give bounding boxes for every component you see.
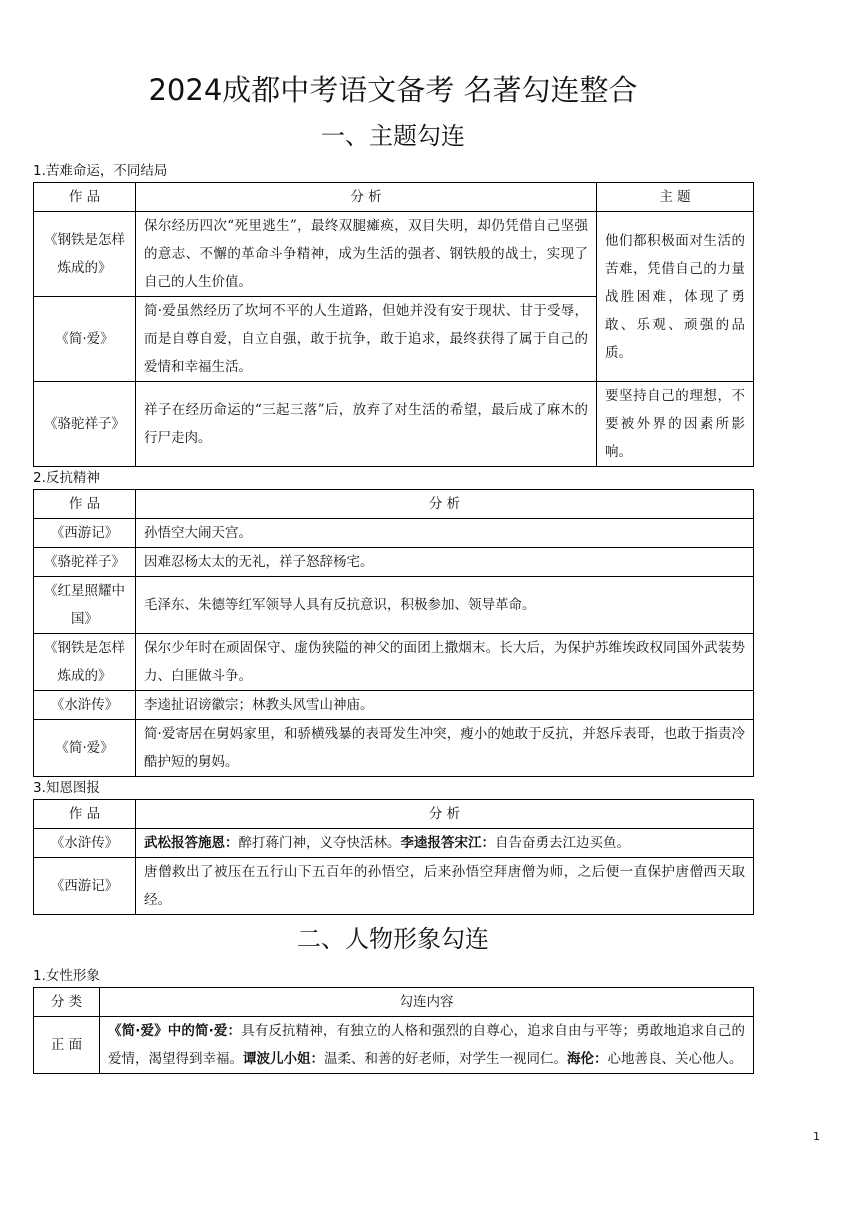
work-cell: 《简·爱》 <box>34 720 136 777</box>
subsection-label: 3.知恩图报 <box>33 780 100 796</box>
table-header-row <box>34 988 754 1017</box>
table-row <box>34 548 754 577</box>
table-row <box>34 1017 754 1074</box>
table-header-row <box>34 490 754 519</box>
work-cell: 《西游记》 <box>34 858 136 915</box>
highlight-text: 武松报答施恩： <box>144 835 239 851</box>
theme-table-3 <box>33 799 754 915</box>
highlight-text: 海伦： <box>567 1051 608 1067</box>
work-cell: 《骆驼祥子》 <box>34 548 136 577</box>
analysis-cell: 李逵扯诏谤徽宗；林教头风雪山神庙。 <box>136 691 754 720</box>
content-text: 温柔、和善的好老师，对学生一视同仁。 <box>324 1051 567 1067</box>
analysis-cell: 保尔经历四次“死里逃生”，最终双腿瘫痪，双目失明，却仍凭借自己坚强的意志、不懈的革命斗争精神，成为生活的强者、钢铁般的战士，实现了自己的人生价值。 <box>136 212 597 297</box>
analysis-cell: 孙悟空大闹天宫。 <box>136 519 754 548</box>
highlight-text: 《简·爱》中的简·爱： <box>108 1023 242 1039</box>
table-header-row <box>34 183 754 212</box>
table-row <box>34 577 754 634</box>
subsection-label: 1.女性形象 <box>33 968 100 984</box>
header-work: 作 品 <box>34 800 136 829</box>
work-cell: 《钢铁是怎样炼成的》 <box>34 212 136 297</box>
table-row <box>34 634 754 691</box>
header-analysis: 分 析 <box>136 183 597 212</box>
work-cell: 《骆驼祥子》 <box>34 382 136 467</box>
header-analysis: 分 析 <box>136 800 754 829</box>
character-table <box>33 987 754 1074</box>
analysis-text: 自告奋勇去江边买鱼。 <box>495 835 630 851</box>
theme-cell: 要坚持自己的理想，不要被外界的因素所影响。 <box>597 382 754 467</box>
table-row <box>34 382 754 467</box>
work-cell: 《简·爱》 <box>34 297 136 382</box>
header-work: 作 品 <box>34 490 136 519</box>
table-row <box>34 691 754 720</box>
analysis-cell: 唐僧救出了被压在五行山下五百年的孙悟空，后来孙悟空拜唐僧为师，之后便一直保护唐僧西天取经。 <box>136 858 754 915</box>
page-number: 1 <box>813 1130 820 1143</box>
work-cell: 《水浒传》 <box>34 829 136 858</box>
analysis-cell: 简·爱虽然经历了坎坷不平的人生道路，但她并没有安于现状、甘于受辱，而是自尊自爱，自立自强，敢于抗争，敢于追求，最终获得了属于自己的爱情和幸福生活。 <box>136 297 597 382</box>
header-analysis: 分 析 <box>136 490 754 519</box>
content-text: 具有反抗精神，有独立的人格和强烈的自尊心，追求自由与平等；勇敢地追求自己的爱情，渴望得到幸福。 <box>108 1023 746 1067</box>
analysis-text: 醉打蒋门神，义夺快活林。 <box>238 835 401 851</box>
category-cell: 正 面 <box>34 1017 100 1074</box>
highlight-text: 李逵报答宋江： <box>400 835 495 851</box>
table-row <box>34 720 754 777</box>
header-content: 勾连内容 <box>100 988 754 1017</box>
document-page <box>33 0 753 1074</box>
theme-table-2 <box>33 489 754 777</box>
work-cell: 《钢铁是怎样炼成的》 <box>34 634 136 691</box>
section-heading-theme: 一、主题勾连 <box>321 122 465 150</box>
header-theme: 主 题 <box>597 183 754 212</box>
table-row <box>34 858 754 915</box>
theme-cell: 他们都积极面对生活的苦难，凭借自己的力量战胜困难，体现了勇敢、乐观、顽强的品质。 <box>597 212 754 382</box>
work-cell: 《西游记》 <box>34 519 136 548</box>
table-row <box>34 212 754 297</box>
table-row <box>34 829 754 858</box>
section-heading-character: 二、人物形象勾连 <box>297 925 489 953</box>
analysis-cell: 祥子在经历命运的“三起三落”后，放弃了对生活的希望，最后成了麻木的行尸走肉。 <box>136 382 597 467</box>
analysis-cell: 因难忍杨太太的无礼，祥子怒辞杨宅。 <box>136 548 754 577</box>
work-cell: 《水浒传》 <box>34 691 136 720</box>
table-header-row <box>34 800 754 829</box>
analysis-cell: 保尔少年时在顽固保守、虚伪狭隘的神父的面团上撒烟末。长大后，为保护苏维埃政权同国外武装势力、白匪做斗争。 <box>136 634 754 691</box>
table-row <box>34 519 754 548</box>
header-work: 作 品 <box>34 183 136 212</box>
theme-table-1 <box>33 182 754 467</box>
header-category: 分 类 <box>34 988 100 1017</box>
content-text: 心地善良、关心他人。 <box>607 1051 743 1067</box>
work-cell: 《红星照耀中国》 <box>34 577 136 634</box>
content-cell <box>100 1017 754 1074</box>
subsection-label: 1.苦难命运，不同结局 <box>33 163 168 179</box>
analysis-cell: 毛泽东、朱德等红军领导人具有反抗意识，积极参加、领导革命。 <box>136 577 754 634</box>
analysis-cell: 简·爱寄居在舅妈家里，和骄横残暴的表哥发生冲突，瘦小的她敢于反抗，并怒斥表哥，也敢于指责冷酷护短的舅妈。 <box>136 720 754 777</box>
subsection-label: 2.反抗精神 <box>33 470 100 486</box>
document-title: 2024成都中考语文备考 名著勾连整合 <box>148 73 638 107</box>
analysis-cell <box>136 829 754 858</box>
highlight-text: 谭波儿小姐： <box>243 1051 324 1067</box>
